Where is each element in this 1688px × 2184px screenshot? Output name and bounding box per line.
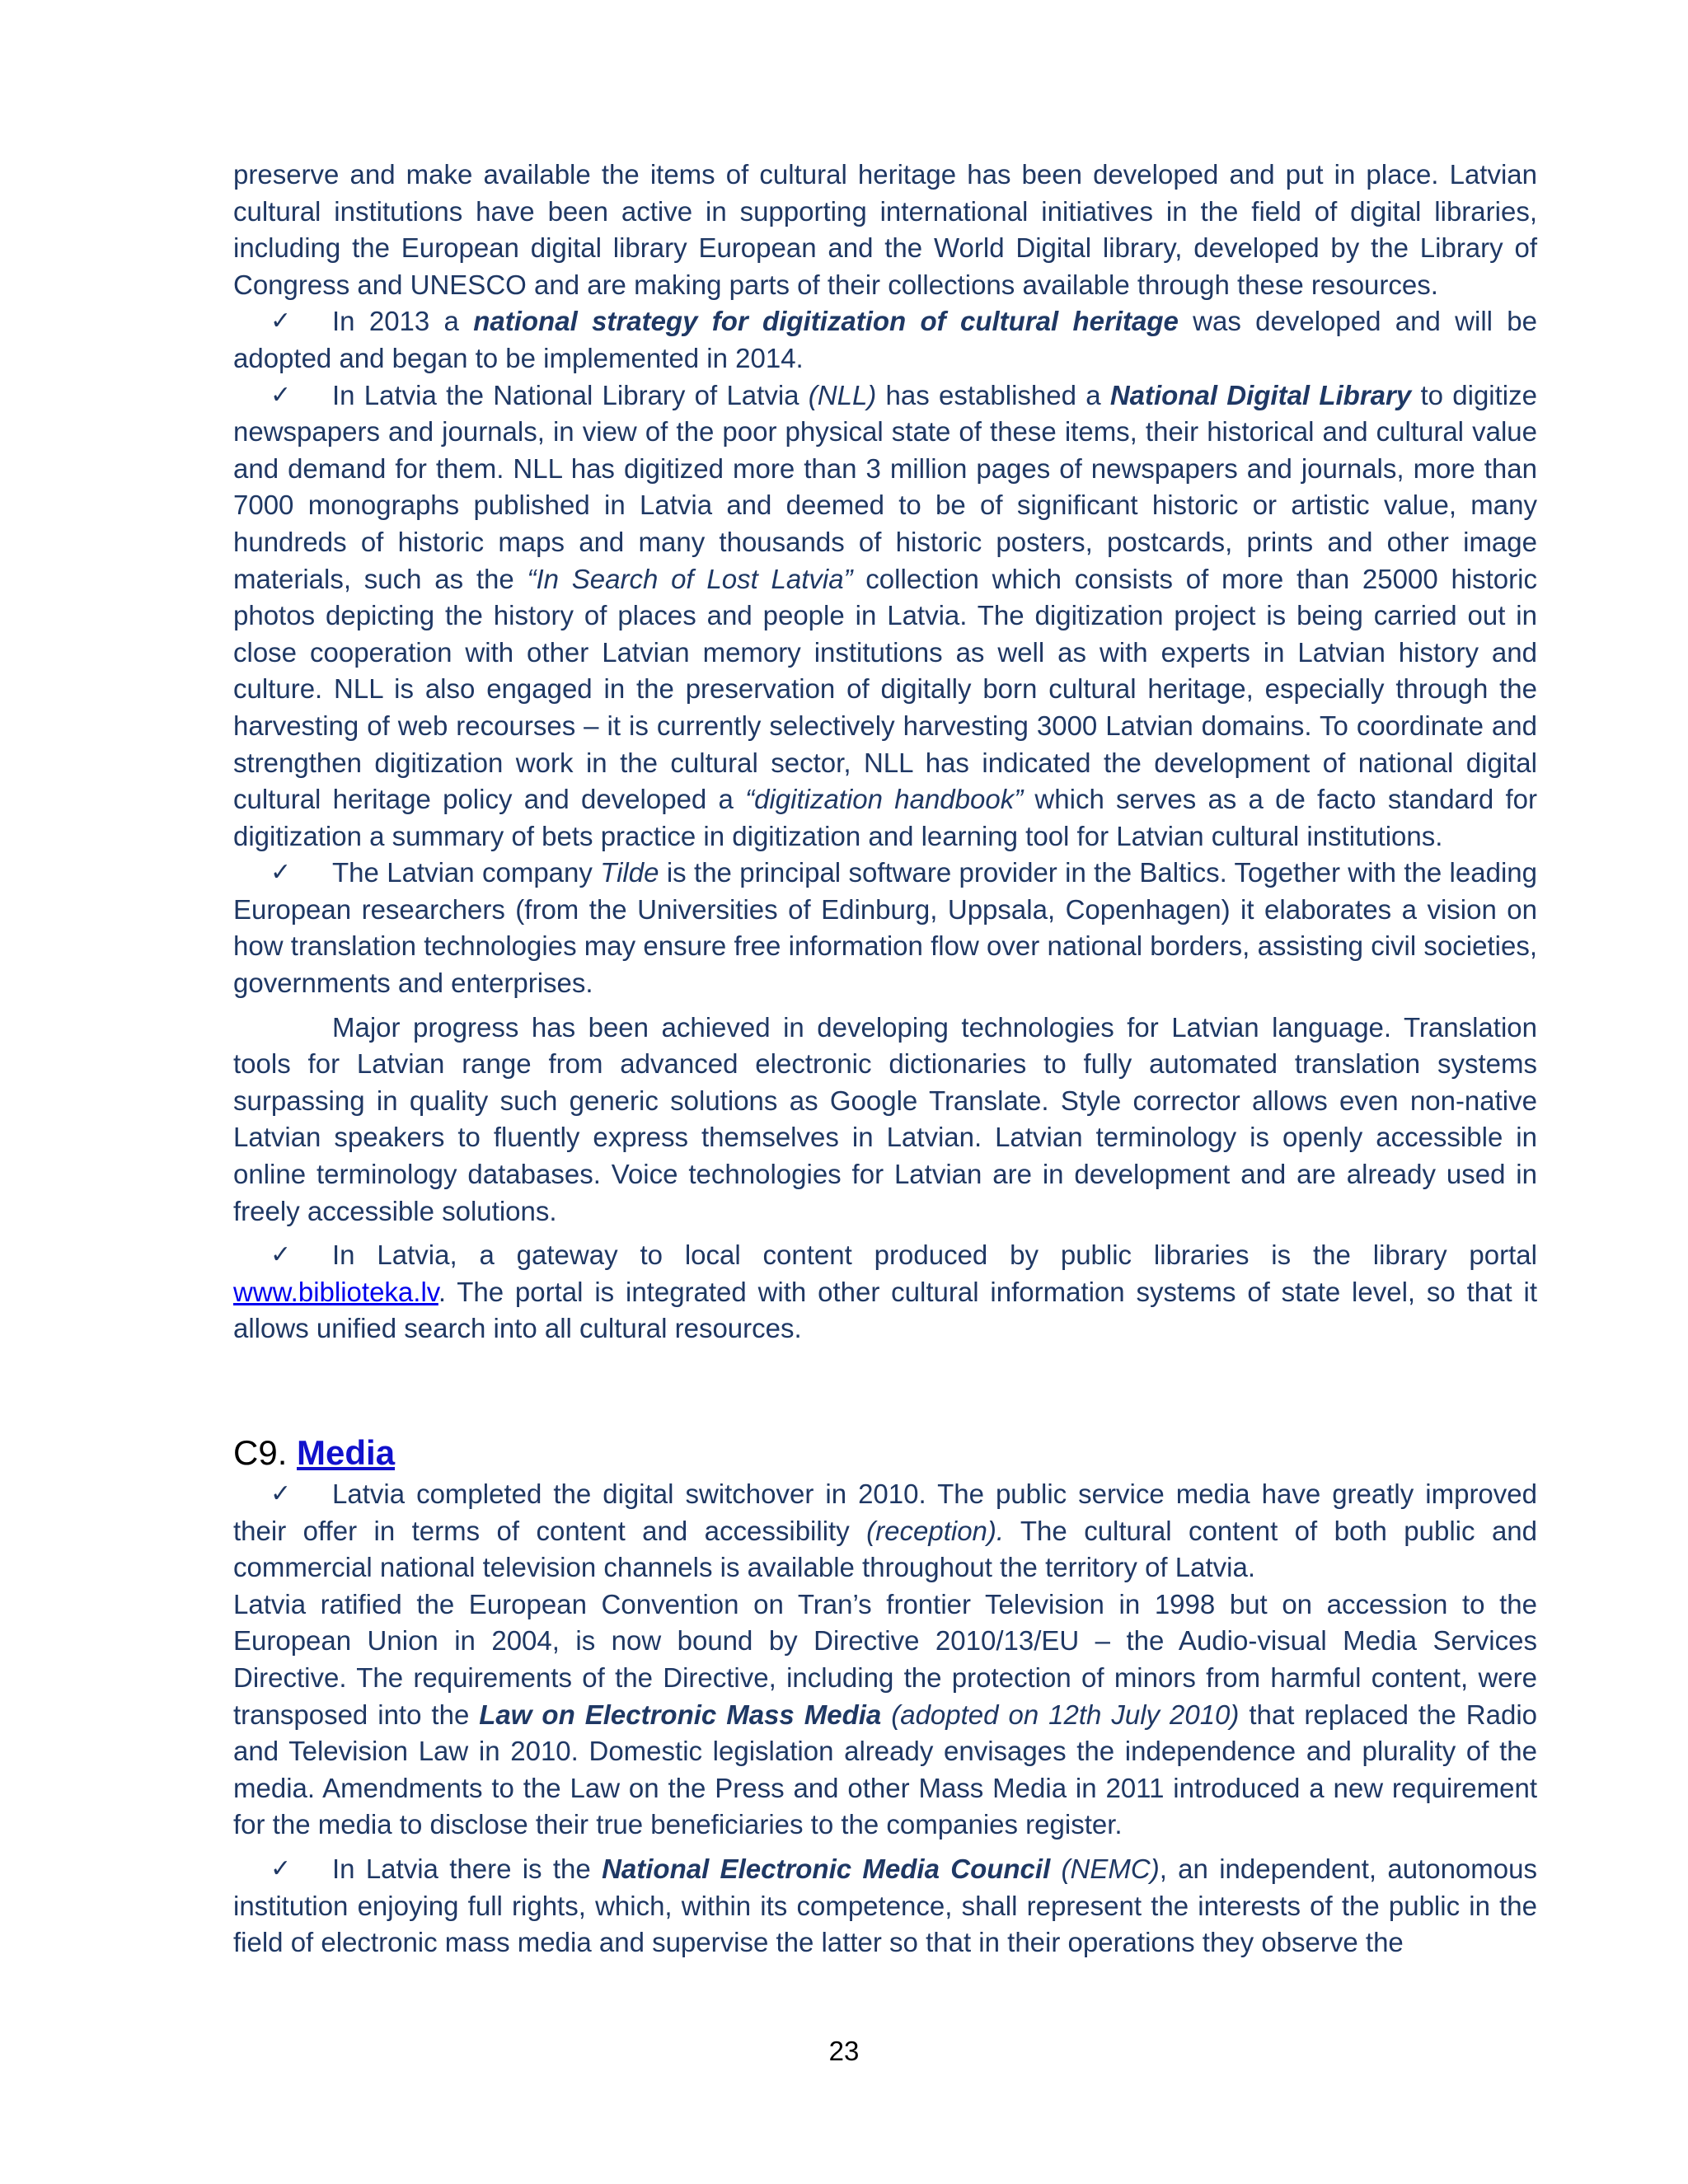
emphasis-ndl: National Digital Library — [1109, 379, 1412, 410]
check-mark-icon: ✓ — [270, 1479, 292, 1508]
paragraph-language-tech: Major progress has been achieved in developing technologies for Latvian language. Translation tools for Latvian range from advanced electronic dictionaries to fully automated translation systems surpassing in quality such generic solutions as Google Translate. Style corrector allows even non-native Latvian speakers to fluently express themselves in Latvian. Latvian terminology is openly accessible in online terminology databases. Voice technologies for Latvian are in development and are already used in freely accessible solutions. — [233, 1011, 1537, 1226]
check-mark-icon: ✓ — [270, 307, 292, 336]
bullet-digitization-strategy: ✓ In 2013 a national strategy for digitization of cultural heritage was developed and will be adopted and began to be implemented in 2014. — [233, 303, 1537, 377]
check-mark-icon: ✓ — [270, 1240, 292, 1270]
bullet-national-digital-library: ✓ In Latvia the National Library of Latvia (NLL) has established a National Digital Library to digitize newspapers and journals, in view of the poor physical state of these items, their historical and cultural value and demand for them. NLL has digitized more than 3 million pages of newspapers and journals, more than 7000 monographs published in Latvia and deemed to be of significant historic or artistic value, many hundreds of historic maps and many thousands of historic posters, postcards, prints and other image materials, such as the “In Search of Lost Latvia” collection which consists of more than 25000 historic photos depicting the history of places and people in Latvia. The digitization project is being carried out in close cooperation with other Latvian memory institutions as well as with experts in Latvian history and culture. NLL is also engaged in the preservation of digitally born cultural heritage, especially through the harvesting of web recourses – it is currently selectively harvesting 3000 Latvian domains. To coordinate and strengthen digitization work in the cultural sector, NLL has indicated the development of national digital cultural heritage policy and developed a “digitization handbook” which serves as a de facto standard for digitization a summary of bets practice in digitization and learning tool for Latvian cultural institutions. — [233, 377, 1537, 855]
check-mark-icon: ✓ — [270, 380, 292, 410]
emphasis-law: Law on Electronic Mass Media — [479, 1699, 882, 1730]
page-number: 23 — [828, 2036, 860, 2066]
paragraph-intro: preserve and make available the items of cultural heritage has been developed and put in place. Latvian cultural institutions have been active in supporting international initiatives in the field of digital libraries, including the European digital library European and the World Digital library, developed by the Library of Congress and UNESCO and are making parts of their collections available through these resources. — [233, 159, 1537, 300]
emphasis-nemc: National Electronic Media Council — [602, 1853, 1051, 1884]
biblioteka-link[interactable]: www.biblioteka.lv — [233, 1276, 438, 1307]
bullet-digital-switchover: ✓ Latvia completed the digital switchover in 2010. The public service media have greatly improved their offer in terms of content and accessibility (reception). The cultural content of both public and commercial national television channels is available throughout the territory of Latvia. — [233, 1476, 1537, 1586]
document-page — [233, 157, 1537, 1961]
bullet-library-portal: ✓ In Latvia, a gateway to local content produced by public libraries is the library portal www.biblioteka.lv. The portal is integrated with other cultural information systems of state level, so that it allows unified search into all cultural resources. — [233, 1237, 1537, 1347]
emphasis-strategy: national strategy for digitization of cultural heritage — [473, 306, 1179, 337]
media-heading-link[interactable]: Media — [297, 1433, 396, 1472]
paragraph-convention: Latvia ratified the European Convention on Tran’s frontier Television in 1998 but on accession to the European Union in 2004, is now bound by Directive 2010/13/EU – the Audio-visual Media Services Directive. The requirements of the Directive, including the protection of minors from harmful content, were transposed into the Law on Electronic Mass Media (adopted on 12th July 2010) that replaced the Radio and Television Law in 2010. Domestic legislation already envisages the independence and plurality of the media. Amendments to the Law on the Press and other Mass Media in 2011 introduced a new requirement for the media to disclose their true beneficiaries to the companies register. — [233, 1588, 1538, 1840]
bullet-nemc: ✓ In Latvia there is the National Electronic Media Council (NEMC), an independent, autonomous institution enjoying full rights, which, within its competence, shall represent the interests of the public in the field of electronic mass media and supervise the latter so that in their operations they observe the — [233, 1851, 1537, 1961]
check-mark-icon: ✓ — [270, 858, 292, 888]
check-mark-icon: ✓ — [270, 1854, 292, 1883]
bullet-tilde: ✓ The Latvian company Tilde is the principal software provider in the Baltics. Together with the leading European researchers (from the Universities of Edinburg, Uppsala, Copenhagen) it elaborates a vision on how translation technologies may ensure free information flow over national borders, assisting civil societies, governments and enterprises. — [233, 855, 1537, 1001]
section-heading-c9: C9. Media — [233, 1433, 396, 1472]
